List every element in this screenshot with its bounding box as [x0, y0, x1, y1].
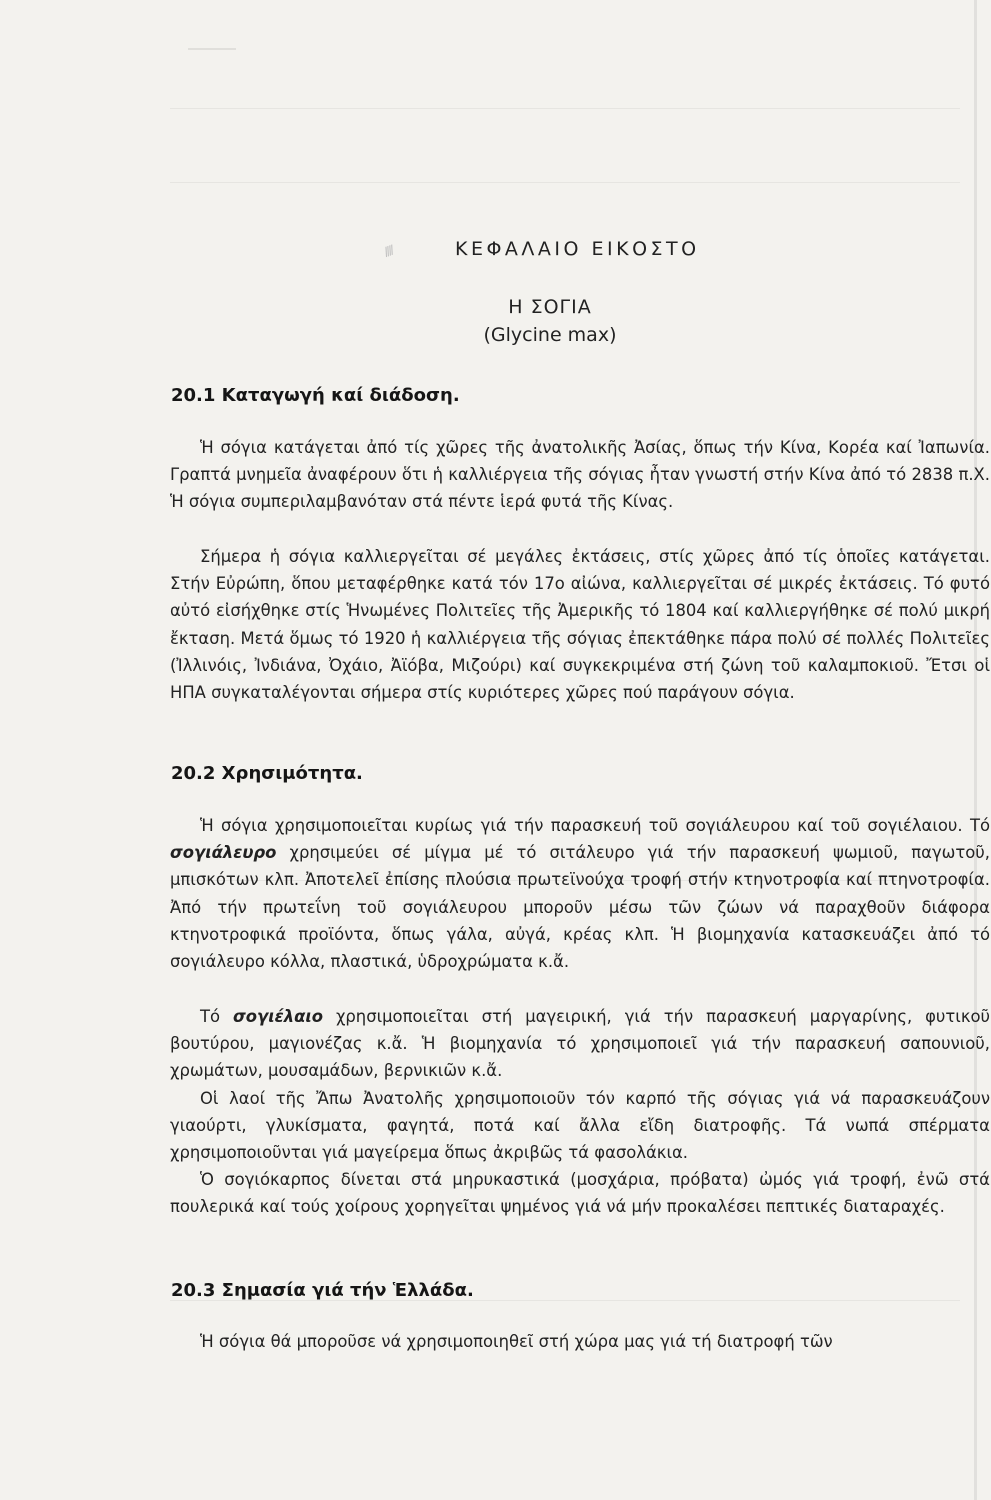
section-heading-usefulness: 20.2 Χρησιμότητα.	[171, 763, 363, 784]
emphasized-term: σογιάλευρο	[170, 843, 277, 863]
page-spine-shadow	[974, 0, 977, 1500]
paragraph	[170, 1003, 990, 1085]
section-heading-greece: 20.3 Σημασία γιά τήν Ἑλλάδα.	[171, 1280, 474, 1301]
paragraph: Ἡ σόγια θά μποροῦσε νά χρησιμοποιηθεῖ στή χώρα μας γιά τή διατροφή τῶν	[200, 1332, 833, 1351]
chapter-label: ΚΕΦΑΛΑΙΟ ΕΙΚΟΣΤΟ	[455, 238, 700, 260]
chapter-latin-name: (Glycine max)	[483, 324, 617, 346]
paragraph: Οἱ λαοί τῆς Ἄπω Ἀνατολῆς χρησιμοποιοῦν τόν καρπό τῆς σόγιας γιά νά παρασκευάζουν γιαούρτι, γλυκίσματα, φαγητά, ποτά καί ἄλλα εἴδη διατροφῆς. Τά νωπά σπέρματα χρησιμοποιοῦνται γιά μαγείρεμα ὅπως ἀκριβῶς τά φασολάκια.	[170, 1089, 990, 1163]
text-run: χρησιμοποιεῖται στή μαγειρική, γιά τήν παρασκευή μαργαρίνης, φυτικοῦ βουτύρου, μαγιονέζας κ.ἄ. Ἡ βιομηχανία τό χρησιμοποιεῖ γιά τήν παρασκευή σαπουνιοῦ, χρωμάτων, μουσαμάδων, βερνικιῶν κ.ἄ.	[170, 1007, 990, 1081]
paragraph: Σήμερα ἡ σόγια καλλιεργεῖται σέ μεγάλες ἐκτάσεις, στίς χῶρες ἀπό τίς ὁποῖες κατάγεται. Στήν Εὐρώπη, ὅπου μεταφέρθηκε κατά τόν 17ο αἰώνα, καλλιεργεῖται σέ μικρές ἐκτάσεις. Τό φυτό αὐτό εἰσήχθηκε στίς Ἡνωμένες Πολιτεῖες τῆς Ἀμερικῆς τό 1804 καί καλλιεργήθηκε σέ πολύ μικρή ἔκταση. Μετά ὅμως τό 1920 ἡ καλλιέργεια τῆς σόγιας ἐπεκτάθηκε πάρα πολύ σέ πολλές Πολιτεῖες (Ἰλλινόις, Ἰνδιάνα, Ὀχάιο, Ἀϊόβα, Μιζούρι) καί συγκεκριμένα στή ζώνη τοῦ καλαμποκιοῦ. Ἔτσι οἱ ΗΠΑ συγκαταλέγονται σήμερα στίς κυριότερες χῶρες πού παράγουν σόγια.	[170, 547, 990, 703]
bleed-through-line	[170, 108, 960, 109]
emphasized-term: σογιέλαιο	[233, 1007, 323, 1026]
text-run: Τό	[200, 1007, 233, 1026]
section-heading-origin: 20.1 Καταγωγή καί διάδοση.	[171, 385, 460, 406]
text-run: Ἡ σόγια χρησιμοποιεῖται κυρίως γιά τήν παρασκευή τοῦ σογιάλευρου καί τοῦ σογιέλαιου. Τό	[200, 816, 990, 835]
chapter-title: Η ΣΟΓΙΑ	[508, 296, 592, 318]
paragraph: Ἡ σόγια κατάγεται ἀπό τίς χῶρες τῆς ἀνατολικῆς Ἀσίας, ὅπως τήν Κίνα, Κορέα καί Ἰαπωνία. Γραπτά μνημεῖα ἀναφέρουν ὅτι ἡ καλλιέργεια τῆς σόγιας ἦταν γνωστή στήν Κίνα ἀπό τό 2838 π.Χ. Ἡ σόγια συμπεριλαμβανόταν στά πέντε ἱερά φυτά τῆς Κίνας.	[170, 438, 990, 512]
ornament-mark: ////	[381, 243, 395, 259]
bleed-through-line	[170, 182, 960, 183]
paragraph: Ὁ σογιόκαρπος δίνεται στά μηρυκαστικά (μοσχάρια, πρόβατα) ὠμός γιά τροφή, ἐνῶ στά πουλερικά καί τούς χοίρους χορηγεῖται ψημένος γιά νά μήν προκαλέσει πεπτικές διαταραχές.	[170, 1170, 990, 1217]
paragraph	[170, 812, 990, 975]
text-run: χρησιμεύει σέ μίγμα μέ τό σιτάλευρο γιά τήν παρασκευή ψωμιοῦ, παγωτοῦ, μπισκότων κλπ. Ἀποτελεῖ ἐπίσης πλούσια πρωτεϊνούχα τροφή στήν κτηνοτροφία καί πτηνοτροφία. Ἀπό τήν πρωτεΐνη τοῦ σογιάλευρου μποροῦν μέσω τῶν ζώων νά παραχθοῦν διάφορα κτηνοτροφικά προϊόντα, ὅπως γάλα, αὐγά, κρέας κλπ. Ἡ βιομηχανία κατασκευάζει ἀπό τό σογιάλευρο κόλλα, πλαστικά, ὑδροχρώματα κ.ἄ.	[170, 843, 990, 972]
bleed-through-mark	[188, 48, 236, 50]
